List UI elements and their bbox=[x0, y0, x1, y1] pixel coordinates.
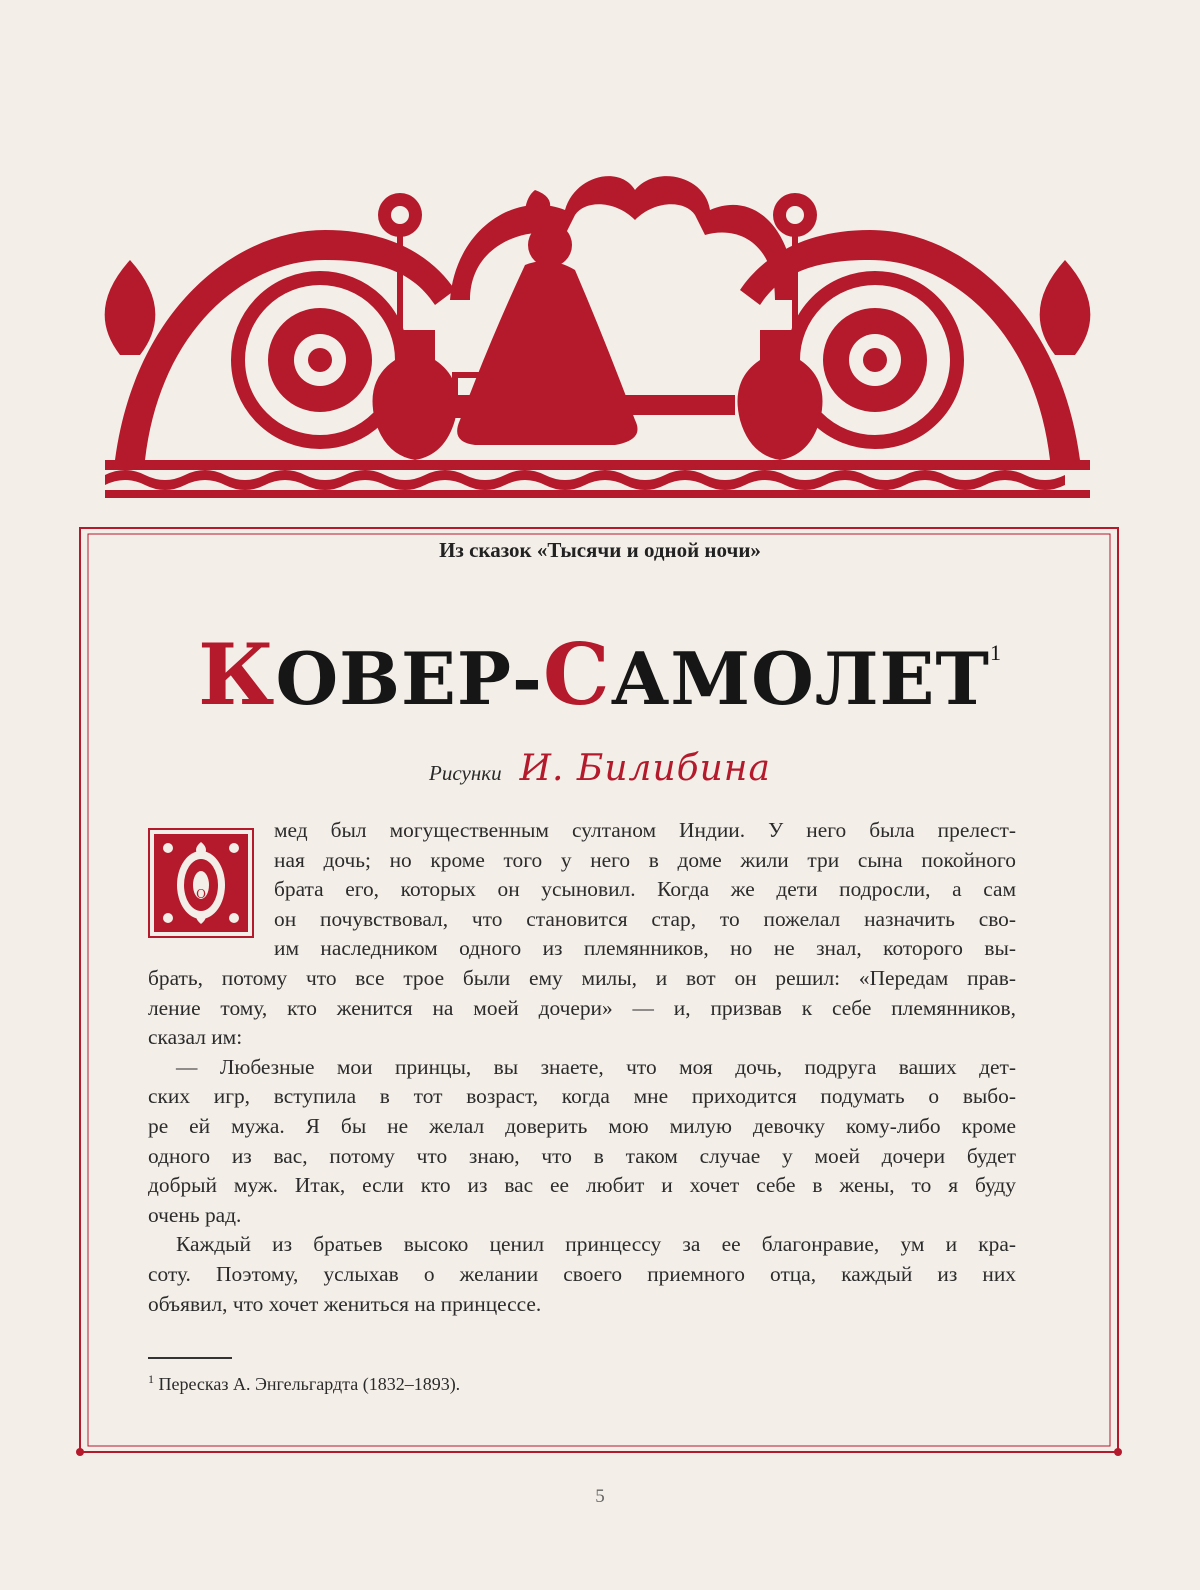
text-line: ление тому, кто женится на моей дочери» — и, призвав к себе племянников, bbox=[148, 995, 1016, 1020]
footnote-mark: 1 bbox=[148, 1372, 154, 1386]
credit-label: Рисунки bbox=[429, 761, 502, 785]
collection-subtitle: Из сказок «Тысячи и одной ночи» bbox=[439, 538, 761, 562]
text-line: ре ей мужа. Я бы не желал доверить мою милую девочку кому-либо кроме bbox=[148, 1113, 1016, 1138]
text-line: добрый муж. Итак, если кто из вас ее любит и хочет себе в жены, то я буду bbox=[148, 1173, 1016, 1198]
text-line: брать, потому что все трое были ему милы, и вот он решил: «Передам прав- bbox=[148, 965, 1016, 990]
text-line: ная дочь; но кроме того у него в доме жили три сына покойного bbox=[274, 847, 1016, 872]
illustrator-credit bbox=[0, 748, 1200, 789]
text-line: им наследником одного из племянников, но не знал, которого вы- bbox=[274, 936, 1016, 961]
dropcap-letter: О bbox=[196, 887, 206, 901]
text-line: мед был могущественным султаном Индии. У него была прелест- bbox=[274, 818, 1016, 842]
title-footnote-mark: 1 bbox=[989, 640, 1002, 665]
text-line: сказал им: bbox=[148, 1025, 243, 1050]
text-line: соту. Поэтому, услыхав о желании своего приемного отца, каждый из них bbox=[148, 1261, 1016, 1286]
text-line: ских игр, вступила в тот возраст, когда мне приходится подумать о выбо- bbox=[148, 1084, 1016, 1109]
page-title bbox=[0, 608, 1200, 724]
text-line: брата его, которых он усыновил. Когда же дети подросли, а сам bbox=[274, 877, 1016, 902]
story-text bbox=[148, 816, 1016, 1319]
text-line: одного из вас, потому что знаю, что в таком случае у моей дочери будет bbox=[148, 1143, 1016, 1168]
text-line: объявил, что хочет жениться на принцессе. bbox=[148, 1291, 542, 1316]
title-part-1: ОВЕР- bbox=[275, 636, 543, 721]
text-line: — Любезные мои принцы, вы знаете, что моя дочь, подруга ваших дет- bbox=[176, 1054, 1016, 1079]
title-part-2: АМОЛЕТ bbox=[610, 636, 990, 721]
footnote-rule bbox=[148, 1357, 232, 1359]
footnote bbox=[148, 1372, 460, 1395]
text-line: Каждый из братьев высоко ценил принцессу за ее благонравие, ум и кра- bbox=[176, 1232, 1016, 1257]
credit-signature: И. Билибина bbox=[519, 748, 771, 789]
title-capital-s: С bbox=[542, 625, 611, 724]
page-number: 5 bbox=[595, 1486, 605, 1507]
bilibin-ornament-icon bbox=[95, 170, 1100, 515]
footnote-text: Пересказ А. Энгельгардта (1832–1893). bbox=[154, 1374, 461, 1394]
text-line: он почувствовал, что становится стар, то пожелал назначить сво- bbox=[274, 906, 1016, 931]
title-capital-k: К bbox=[198, 625, 276, 724]
text-line: очень рад. bbox=[148, 1202, 242, 1227]
